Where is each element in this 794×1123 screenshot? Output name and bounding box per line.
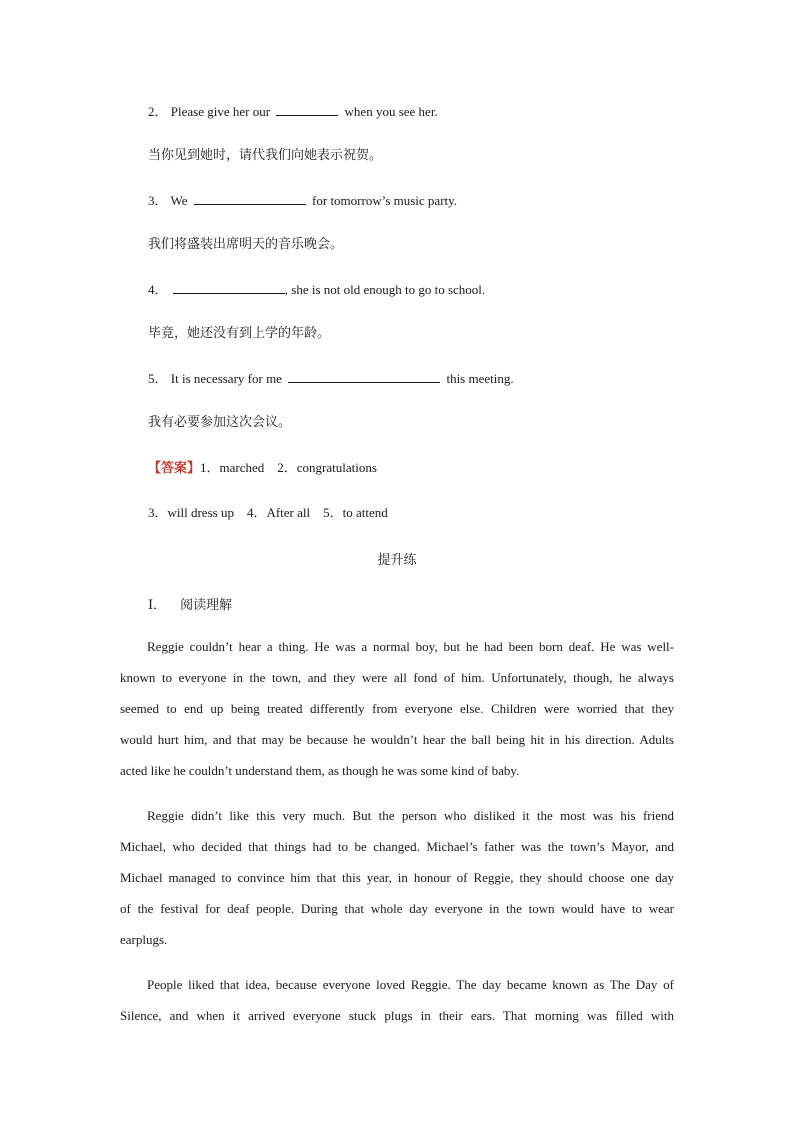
part-heading [148,594,232,613]
passage-line: acted like he couldn’t understand them, as though he was some kind of baby. [120,763,520,778]
passage-line: earplugs. [120,932,168,947]
item-number: 5． [148,371,168,386]
passage-line: of the festival for deaf people. During that whole day everyone in the town would have to wear [120,901,674,916]
passage-line: would hurt him, and that may be because he wouldn’t hear the ball being hit in his direction. Adults [120,732,674,747]
item-number: 2． [148,104,168,119]
answer-blank[interactable] [194,193,306,205]
translation-5: 我有必要参加这次会议。 [148,415,292,430]
item-text-before: It is necessary for me [170,371,282,386]
translation-2: 当你见到她时，请代我们向她表示祝贺。 [148,148,383,163]
answer-blank[interactable] [276,104,338,116]
passage-line: Reggie couldn’t hear a thing. He was a normal boy, but he had been born deaf. He was well- [147,639,674,654]
passage-line: Michael, who decided that things had to be changed. Michael’s father was the town’s Mayor, and [120,839,674,854]
passage-line: Reggie didn’t like this very much. But the person who disliked it the most was his friend [147,808,674,823]
passage-paragraph-2 [120,800,674,955]
passage-line: known to everyone in the town, and they were all fond of him. Unfortunately, though, he always [120,670,674,685]
answer-text-1: 1．marched 2．congratulations [200,460,377,475]
passage-line: People liked that idea, because everyone loved Reggie. The day became known as The Day of [147,977,674,992]
translation-3: 我们将盛装出席明天的音乐晚会。 [148,237,344,252]
passage-paragraph-3 [120,969,674,1031]
passage-line: Michael managed to convince him that this year, in honour of Reggie, they should choose one day [120,870,674,885]
item-number: 3． [148,193,168,208]
part-number: Ⅰ． [148,597,167,612]
exercise-item-4 [148,282,485,298]
answer-tag: 【答案】 [148,461,201,476]
exercise-item-3 [148,193,457,209]
section-title: 提升练 [377,553,417,568]
exercise-item-2 [148,104,438,120]
item-text-before: We [170,193,188,208]
answer-blank[interactable] [288,371,440,383]
item-text-after: when you see her. [344,104,438,119]
part-label: 阅读理解 [180,598,233,613]
item-text-after: , she is not old enough to go to school. [284,282,486,297]
item-text-after: for tomorrow’s music party. [312,193,458,208]
answer-line-2: 3．will dress up 4．After all 5．to attend [148,505,388,520]
item-text-before: Please give her our [170,104,271,119]
exercise-item-5 [148,371,514,387]
answer-blank[interactable] [173,282,285,294]
answer-line-1 [148,460,377,477]
item-number: 4． [148,282,168,297]
passage-line: seemed to end up being treated differently from everyone else. Children were worried that they [120,701,674,716]
passage-paragraph-1 [120,631,674,786]
item-text-after: this meeting. [446,371,514,386]
passage-line: Silence, and when it arrived everyone stuck plugs in their ears. That morning was filled with [120,1008,674,1023]
translation-4: 毕竟，她还没有到上学的年龄。 [148,326,331,341]
